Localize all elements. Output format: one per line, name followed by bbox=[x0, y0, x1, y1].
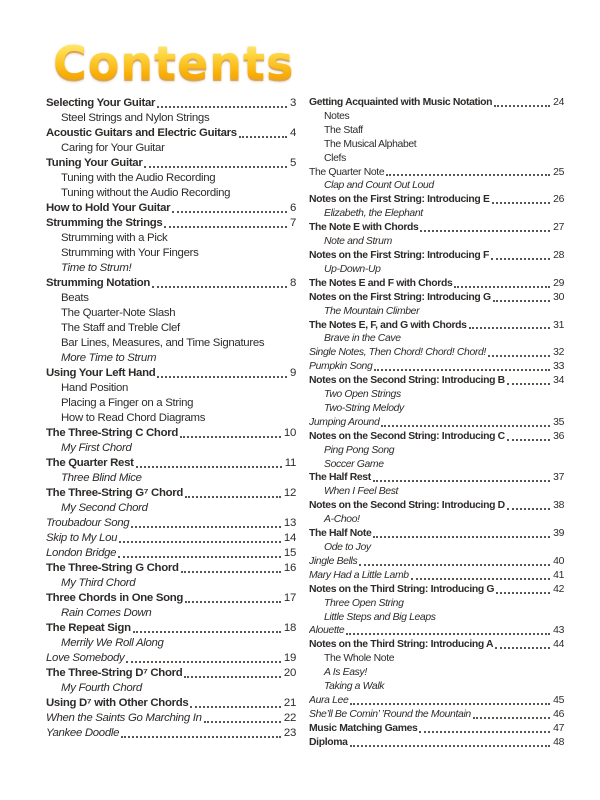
toc-entry-page: 47 bbox=[553, 722, 564, 734]
dot-leader bbox=[184, 676, 281, 678]
toc-entry bbox=[309, 291, 564, 305]
toc-entry-title: Single Notes, Then Chord! Chord! Chord! bbox=[309, 347, 486, 359]
toc-entry bbox=[46, 561, 296, 576]
toc-entry-title: Brave in the Cave bbox=[324, 333, 401, 345]
dot-leader bbox=[507, 439, 550, 441]
toc-entry-page: 17 bbox=[283, 592, 296, 604]
dot-leader bbox=[420, 230, 550, 232]
toc-entry bbox=[309, 555, 564, 569]
dot-leader bbox=[144, 166, 286, 168]
toc-entry bbox=[46, 471, 296, 486]
toc-entry-title: Taking a Walk bbox=[324, 681, 385, 693]
toc-entry bbox=[46, 381, 296, 396]
toc-entry-title: Using Your Left Hand bbox=[46, 367, 156, 379]
toc-entry-title: Tuning without the Audio Recording bbox=[61, 187, 231, 199]
toc-entry-page: 44 bbox=[553, 639, 564, 651]
toc-entry-title: The Mountain Climber bbox=[324, 305, 420, 317]
toc-entry-title: Note and Strum bbox=[324, 236, 392, 248]
toc-entry-title: Diploma bbox=[309, 736, 348, 748]
toc-entry bbox=[309, 444, 564, 458]
toc-entry bbox=[309, 277, 564, 291]
toc-entry-page: 11 bbox=[284, 457, 296, 469]
toc-entry-page: 38 bbox=[553, 500, 564, 512]
toc-entry-page: 39 bbox=[553, 528, 564, 540]
toc-entry-title: The Half Rest bbox=[309, 472, 371, 484]
dot-leader bbox=[507, 383, 550, 385]
toc-column-left bbox=[46, 96, 296, 750]
toc-entry-title: Beats bbox=[61, 292, 89, 304]
dot-leader bbox=[350, 745, 551, 747]
toc-entry-page: 25 bbox=[553, 166, 564, 178]
toc-entry-title: Clap and Count Out Loud bbox=[324, 180, 434, 192]
toc-entry-title: Yankee Doodle bbox=[46, 727, 120, 739]
dot-leader bbox=[239, 136, 287, 138]
toc-entry bbox=[309, 360, 564, 374]
toc-entry bbox=[46, 336, 296, 351]
toc-entry-title: London Bridge bbox=[46, 547, 117, 559]
dot-leader bbox=[473, 717, 550, 719]
toc-entry-title: The Staff bbox=[324, 124, 363, 136]
toc-entry bbox=[309, 485, 564, 499]
dot-leader bbox=[411, 578, 550, 580]
toc-entry bbox=[46, 126, 296, 141]
toc-entry bbox=[46, 711, 296, 726]
toc-entry-title: Strumming with a Pick bbox=[61, 232, 168, 244]
dot-leader bbox=[126, 661, 281, 663]
toc-entry-title: Merrily We Roll Along bbox=[61, 637, 164, 649]
toc-entry-title: Love Somebody bbox=[46, 652, 125, 664]
toc-entry-page: 18 bbox=[283, 622, 296, 634]
toc-entry bbox=[46, 261, 296, 276]
dot-leader bbox=[185, 601, 281, 603]
toc-entry bbox=[46, 486, 296, 501]
toc-entry-title: The Three-String G⁷ Chord bbox=[46, 487, 184, 499]
toc-entry bbox=[309, 680, 564, 694]
toc-entry-title: Caring for Your Guitar bbox=[61, 142, 165, 154]
toc-entry-page: 45 bbox=[553, 694, 564, 706]
toc-entry-page: 20 bbox=[283, 667, 296, 679]
toc-entry-page: 16 bbox=[283, 562, 296, 574]
toc-entry-page: 24 bbox=[553, 97, 564, 108]
dot-leader bbox=[454, 286, 550, 288]
dot-leader bbox=[119, 541, 281, 543]
toc-entry-title: Hand Position bbox=[61, 382, 129, 394]
toc-entry-title: Using D⁷ with Other Chords bbox=[46, 697, 189, 709]
toc-entry-title: The Notes E and F with Chords bbox=[309, 277, 453, 289]
toc-entry bbox=[309, 513, 564, 527]
toc-entry-page: 48 bbox=[553, 736, 564, 748]
toc-entry-page: 46 bbox=[553, 708, 564, 720]
dot-leader bbox=[373, 536, 550, 538]
toc-entry-page: 30 bbox=[553, 291, 564, 303]
toc-entry bbox=[46, 531, 296, 546]
toc-entry-title: She’ll Be Comin’ ’Round the Mountain bbox=[309, 708, 471, 720]
toc-entry bbox=[46, 171, 296, 186]
toc-entry-page: 14 bbox=[283, 532, 296, 544]
toc-entry bbox=[309, 319, 564, 333]
toc-entry bbox=[46, 96, 296, 111]
toc-entry bbox=[309, 402, 564, 416]
toc-entry-title: More Time to Strum bbox=[61, 352, 157, 364]
page-title: Contents bbox=[53, 36, 295, 90]
toc-entry bbox=[309, 374, 564, 388]
toc-entry-page: 3 bbox=[289, 97, 296, 109]
toc-entry bbox=[309, 471, 564, 485]
toc-entry bbox=[309, 193, 564, 207]
toc-entry bbox=[309, 166, 564, 180]
toc-entry-page: 41 bbox=[553, 569, 564, 581]
toc-entry-title: Pumpkin Song bbox=[309, 361, 373, 373]
toc-entry bbox=[309, 124, 564, 138]
toc-entry-title: My Second Chord bbox=[61, 502, 148, 514]
toc-entry bbox=[309, 541, 564, 555]
toc-entry-title: Steel Strings and Nylon Strings bbox=[61, 112, 210, 124]
toc-entry-page: 21 bbox=[283, 697, 296, 709]
toc-entry-title: Up-Down-Up bbox=[324, 263, 381, 275]
toc-entry-page: 35 bbox=[553, 416, 564, 428]
toc-entry bbox=[46, 201, 296, 216]
toc-entry-title: When the Saints Go Marching In bbox=[46, 712, 202, 724]
toc-entry bbox=[46, 231, 296, 246]
toc-entry-page: 7 bbox=[289, 217, 296, 229]
toc-entry-page: 6 bbox=[289, 202, 296, 214]
toc-entry bbox=[46, 306, 296, 321]
toc-entry-page: 10 bbox=[283, 427, 296, 439]
toc-entry bbox=[46, 246, 296, 261]
toc-entry bbox=[46, 156, 296, 171]
dot-leader bbox=[350, 703, 550, 705]
toc-entry bbox=[46, 186, 296, 201]
toc-entry-title: The Musical Alphabet bbox=[324, 138, 417, 150]
toc-entry bbox=[309, 110, 564, 124]
dot-leader bbox=[180, 436, 281, 438]
dot-leader bbox=[495, 647, 550, 649]
toc-entry-title: The Three-String D⁷ Chord bbox=[46, 667, 183, 679]
toc-entry bbox=[309, 527, 564, 541]
toc-entry bbox=[46, 276, 296, 291]
toc-entry bbox=[309, 652, 564, 666]
toc-entry-title: Soccer Game bbox=[324, 458, 384, 470]
toc-entry-title: Time to Strum! bbox=[61, 262, 132, 274]
toc-entry bbox=[46, 516, 296, 531]
toc-entry-page: 12 bbox=[283, 487, 296, 499]
toc-entry bbox=[309, 708, 564, 722]
toc-entry bbox=[46, 351, 296, 366]
toc-entry-title: How to Read Chord Diagrams bbox=[61, 412, 206, 424]
toc-entry bbox=[309, 305, 564, 319]
toc-entry-title: Notes on the Second String: Introducing B bbox=[309, 375, 505, 387]
toc-entry bbox=[309, 388, 564, 402]
toc-entry-title: Jingle Bells bbox=[309, 555, 358, 567]
toc-entry bbox=[46, 546, 296, 561]
toc-entry-title: Notes on the First String: Introducing F bbox=[309, 249, 489, 261]
toc-entry-title: The Notes E, F, and G with Chords bbox=[309, 319, 467, 331]
toc-entry bbox=[46, 666, 296, 681]
toc-entry-title: Three Blind Mice bbox=[61, 472, 142, 484]
toc-entry-title: Clefs bbox=[324, 152, 346, 164]
toc-entry-title: Three Chords in One Song bbox=[46, 592, 184, 604]
toc-entry bbox=[46, 591, 296, 606]
toc-entry bbox=[309, 249, 564, 263]
toc-entry bbox=[46, 291, 296, 306]
dot-leader bbox=[493, 300, 550, 302]
toc-entry bbox=[46, 411, 296, 426]
toc-entry-page: 43 bbox=[553, 625, 564, 637]
toc-entry-title: Mary Had a Little Lamb bbox=[309, 569, 409, 581]
toc-entry bbox=[309, 458, 564, 472]
toc-entry-title: Two-String Melody bbox=[324, 402, 404, 414]
dot-leader bbox=[133, 631, 281, 633]
toc-entry bbox=[309, 624, 564, 638]
dot-leader bbox=[386, 174, 550, 176]
toc-entry-title: Elizabeth, the Elephant bbox=[324, 208, 423, 220]
dot-leader bbox=[488, 355, 550, 357]
toc-entry-title: The Quarter Note bbox=[309, 166, 385, 178]
toc-entry bbox=[46, 396, 296, 411]
dot-leader bbox=[496, 592, 550, 594]
dot-leader bbox=[152, 286, 287, 288]
toc-entry-page: 37 bbox=[553, 472, 564, 484]
toc-entry-title: When I Feel Best bbox=[324, 486, 399, 498]
toc-entry-title: Bar Lines, Measures, and Time Signatures bbox=[61, 337, 265, 349]
toc-entry bbox=[309, 694, 564, 708]
toc-entry-title: The Note E with Chords bbox=[309, 222, 419, 234]
toc-entry-page: 8 bbox=[289, 277, 296, 289]
dot-leader bbox=[359, 564, 550, 566]
dot-leader bbox=[346, 633, 550, 635]
toc-entry bbox=[309, 96, 564, 110]
dot-leader bbox=[164, 226, 286, 228]
toc-entry bbox=[46, 111, 296, 126]
toc-columns bbox=[46, 96, 564, 750]
dot-leader bbox=[118, 556, 281, 558]
toc-entry bbox=[309, 416, 564, 430]
toc-entry-title: A-Choo! bbox=[324, 514, 360, 526]
toc-entry-title: Aura Lee bbox=[309, 694, 349, 706]
toc-entry bbox=[309, 736, 564, 750]
toc-entry bbox=[309, 583, 564, 597]
toc-entry-title: Notes bbox=[324, 110, 350, 122]
toc-entry bbox=[309, 221, 564, 235]
toc-entry-page: 33 bbox=[553, 361, 564, 373]
toc-entry bbox=[309, 332, 564, 346]
toc-entry bbox=[46, 321, 296, 336]
toc-entry-page: 13 bbox=[283, 517, 296, 529]
dot-leader bbox=[136, 466, 282, 468]
toc-entry bbox=[309, 207, 564, 221]
toc-entry-page: 27 bbox=[553, 222, 564, 234]
toc-entry bbox=[46, 216, 296, 231]
dot-leader bbox=[374, 369, 550, 371]
toc-entry-title: Three Open String bbox=[324, 597, 404, 609]
toc-entry-title: Getting Acquainted with Music Notation bbox=[309, 97, 493, 108]
toc-entry-title: Notes on the Second String: Introducing D bbox=[309, 500, 505, 512]
toc-entry-page: 23 bbox=[283, 727, 296, 739]
toc-entry-title: Notes on the Second String: Introducing C bbox=[309, 430, 505, 442]
toc-entry-title: Two Open Strings bbox=[324, 389, 401, 401]
toc-entry bbox=[309, 152, 564, 166]
dot-leader bbox=[507, 508, 550, 510]
dot-leader bbox=[204, 721, 281, 723]
toc-entry bbox=[46, 456, 296, 471]
toc-entry-title: Rain Comes Down bbox=[61, 607, 152, 619]
toc-entry-title: Ping Pong Song bbox=[324, 444, 395, 456]
toc-entry bbox=[46, 621, 296, 636]
toc-entry-page: 29 bbox=[553, 277, 564, 289]
toc-entry-title: Music Matching Games bbox=[309, 722, 418, 734]
toc-entry-page: 34 bbox=[553, 375, 564, 387]
toc-entry-title: The Quarter Rest bbox=[46, 457, 134, 469]
toc-entry bbox=[46, 681, 296, 696]
toc-entry-title: Strumming Notation bbox=[46, 277, 151, 289]
toc-entry bbox=[309, 666, 564, 680]
toc-entry-title: The Staff and Treble Clef bbox=[61, 322, 180, 334]
toc-entry-title: Skip to My Lou bbox=[46, 532, 118, 544]
dot-leader bbox=[494, 105, 550, 107]
toc-entry bbox=[46, 576, 296, 591]
toc-entry bbox=[46, 726, 296, 741]
dot-leader bbox=[491, 258, 550, 260]
dot-leader bbox=[492, 202, 551, 204]
toc-entry bbox=[46, 141, 296, 156]
toc-entry bbox=[309, 430, 564, 444]
toc-entry-title: Alouette bbox=[309, 625, 345, 637]
toc-entry-title: Tuning with the Audio Recording bbox=[61, 172, 216, 184]
toc-entry-page: 42 bbox=[553, 583, 564, 595]
toc-entry-title: The Quarter-Note Slash bbox=[61, 307, 176, 319]
dot-leader bbox=[172, 211, 287, 213]
toc-entry bbox=[309, 597, 564, 611]
dot-leader bbox=[469, 327, 551, 329]
toc-entry bbox=[309, 569, 564, 583]
toc-entry-title: Little Steps and Big Leaps bbox=[324, 611, 436, 623]
toc-entry-title: Jumping Around bbox=[309, 416, 380, 428]
toc-entry-title: Strumming with Your Fingers bbox=[61, 247, 199, 259]
toc-entry-title: Notes on the Third String: Introducing G bbox=[309, 583, 495, 595]
toc-entry bbox=[46, 366, 296, 381]
toc-entry-title: My First Chord bbox=[61, 442, 132, 454]
toc-entry-title: The Whole Note bbox=[324, 653, 395, 665]
dot-leader bbox=[157, 376, 287, 378]
toc-entry-title: Notes on the First String: Introducing G bbox=[309, 291, 491, 303]
dot-leader bbox=[373, 480, 550, 482]
dot-leader bbox=[157, 106, 287, 108]
toc-entry-page: 22 bbox=[283, 712, 296, 724]
toc-entry bbox=[309, 499, 564, 513]
toc-entry bbox=[46, 696, 296, 711]
toc-entry bbox=[309, 346, 564, 360]
dot-leader bbox=[419, 731, 550, 733]
toc-entry-title: The Repeat Sign bbox=[46, 622, 131, 634]
toc-entry-title: Placing a Finger on a String bbox=[61, 397, 194, 409]
toc-entry bbox=[309, 611, 564, 625]
toc-entry bbox=[309, 263, 564, 277]
toc-entry-page: 4 bbox=[289, 127, 296, 139]
toc-entry-title: Ode to Joy bbox=[324, 542, 371, 553]
toc-entry-title: Notes on the Third String: Introducing A bbox=[309, 639, 494, 651]
toc-entry bbox=[309, 138, 564, 152]
toc-entry-page: 32 bbox=[553, 347, 564, 359]
toc-entry-title: A Is Easy! bbox=[324, 667, 367, 679]
toc-entry bbox=[46, 426, 296, 441]
toc-entry-title: Troubadour Song bbox=[46, 517, 130, 529]
toc-entry-page: 9 bbox=[289, 367, 296, 379]
toc-entry-title: The Half Note bbox=[309, 528, 372, 540]
toc-entry-title: My Fourth Chord bbox=[61, 682, 142, 694]
toc-entry-title: My Third Chord bbox=[61, 577, 136, 589]
toc-entry-page: 36 bbox=[553, 430, 564, 442]
toc-entry-page: 5 bbox=[289, 157, 296, 169]
toc-entry bbox=[46, 501, 296, 516]
toc-entry bbox=[309, 179, 564, 193]
toc-entry-title: The Three-String C Chord bbox=[46, 427, 179, 439]
toc-entry-page: 19 bbox=[283, 652, 296, 664]
toc-entry bbox=[309, 638, 564, 652]
dot-leader bbox=[381, 425, 550, 427]
toc-entry-page: 28 bbox=[553, 249, 564, 261]
dot-leader bbox=[131, 526, 281, 528]
toc-column-right bbox=[309, 96, 564, 750]
dot-leader bbox=[181, 571, 281, 573]
toc-entry-title: Acoustic Guitars and Electric Guitars bbox=[46, 127, 237, 139]
dot-leader bbox=[121, 736, 281, 738]
toc-entry-title: Selecting Your Guitar bbox=[46, 97, 156, 109]
toc-entry bbox=[46, 441, 296, 456]
toc-entry bbox=[309, 722, 564, 736]
toc-entry-page: 31 bbox=[553, 319, 564, 331]
toc-entry-page: 40 bbox=[553, 555, 564, 567]
toc-entry bbox=[46, 606, 296, 621]
toc-entry-title: Strumming the Strings bbox=[46, 217, 163, 229]
toc-entry-page: 15 bbox=[283, 547, 296, 559]
dot-leader bbox=[190, 706, 280, 708]
dot-leader bbox=[185, 496, 281, 498]
toc-entry-title: The Three-String G Chord bbox=[46, 562, 179, 574]
toc-entry bbox=[46, 651, 296, 666]
toc-entry-title: How to Hold Your Guitar bbox=[46, 202, 171, 214]
toc-entry bbox=[46, 636, 296, 651]
toc-entry-title: Tuning Your Guitar bbox=[46, 157, 143, 169]
toc-entry bbox=[309, 235, 564, 249]
toc-entry-title: Notes on the First String: Introducing E bbox=[309, 194, 490, 206]
toc-entry-page: 26 bbox=[553, 194, 564, 206]
